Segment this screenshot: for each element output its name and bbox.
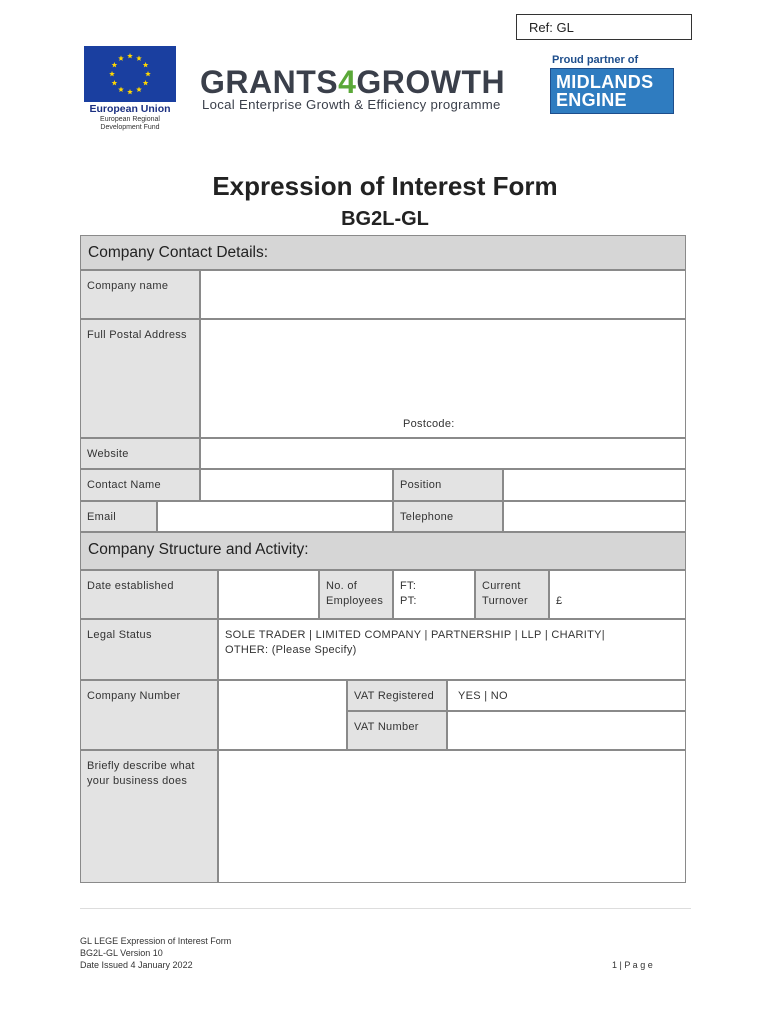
turnover-field[interactable]: £ [549,570,686,619]
midlands-engine-logo: MIDLANDS ENGINE [550,68,674,114]
eu-star-icon [136,55,142,60]
ref-box: Ref: GL [516,14,692,40]
contact-name-field[interactable] [200,469,393,501]
eu-star-icon [143,62,149,67]
postcode-label: Postcode: [403,418,455,430]
website-label: Website [80,438,200,469]
page-number: 1 | P a g e [612,960,653,970]
eu-star-icon [145,71,151,76]
vat-number-field[interactable] [447,711,686,750]
legal-status-label: Legal Status [80,619,218,680]
eu-flag [84,46,176,102]
eu-subtitle: European Regional Development Fund [100,116,160,131]
business-description-label: Briefly describe what your business does [80,750,218,883]
employees-label: No. of Employees [319,570,393,619]
postal-address-field[interactable] [200,319,686,438]
email-field[interactable] [157,501,393,532]
postal-address-label: Full Postal Address [80,319,200,438]
footer-divider [80,908,691,909]
email-label: Email [80,501,157,532]
legal-status-options[interactable]: SOLE TRADER | LIMITED COMPANY | PARTNERSHIP | LLP | CHARITY| OTHER: (Please Specify) [218,619,686,680]
eu-star-icon [136,87,142,92]
telephone-field[interactable] [503,501,686,532]
employees-field[interactable]: FT: PT: [393,570,475,619]
eu-title: European Union [89,103,171,115]
eu-star-icon [112,80,118,85]
eu-star-icon [112,62,118,67]
date-established-label: Date established [80,570,218,619]
company-name-label: Company name [80,270,200,319]
eu-star-icon [109,71,115,76]
eu-star-icon [143,80,149,85]
turnover-label: Current Turnover [475,570,549,619]
company-number-field[interactable] [218,680,347,750]
company-number-label: Company Number [80,680,218,750]
telephone-label: Telephone [393,501,503,532]
section-contact-heading: Company Contact Details: [80,235,686,270]
website-field[interactable] [200,438,686,469]
vat-registered-options[interactable]: YES | NO [447,680,686,711]
eu-stars-icon [84,46,176,102]
form-code: BG2L-GL [341,208,429,230]
vat-number-label: VAT Number [347,711,447,750]
eu-logo [84,46,176,132]
form-title: Expression of Interest Form [212,171,558,201]
company-name-field[interactable] [200,270,686,319]
eu-star-icon [118,87,124,92]
partner-caption: Proud partner of [552,54,639,66]
position-label: Position [393,469,503,501]
business-description-field[interactable] [218,750,686,883]
eu-star-icon [127,89,133,94]
position-field[interactable] [503,469,686,501]
eu-star-icon [127,53,133,58]
vat-registered-label: VAT Registered [347,680,447,711]
section-structure-heading: Company Structure and Activity: [80,532,686,570]
date-established-field[interactable] [218,570,319,619]
brand-logo: GRANTS4GROWTH [200,64,506,100]
contact-name-label: Contact Name [80,469,200,501]
footer-info: GL LEGE Expression of Interest Form BG2L-GL Version 10 Date Issued 4 January 2022 [80,936,232,970]
eu-star-icon [118,55,124,60]
brand-tagline: Local Enterprise Growth & Efficiency programme [202,97,501,112]
